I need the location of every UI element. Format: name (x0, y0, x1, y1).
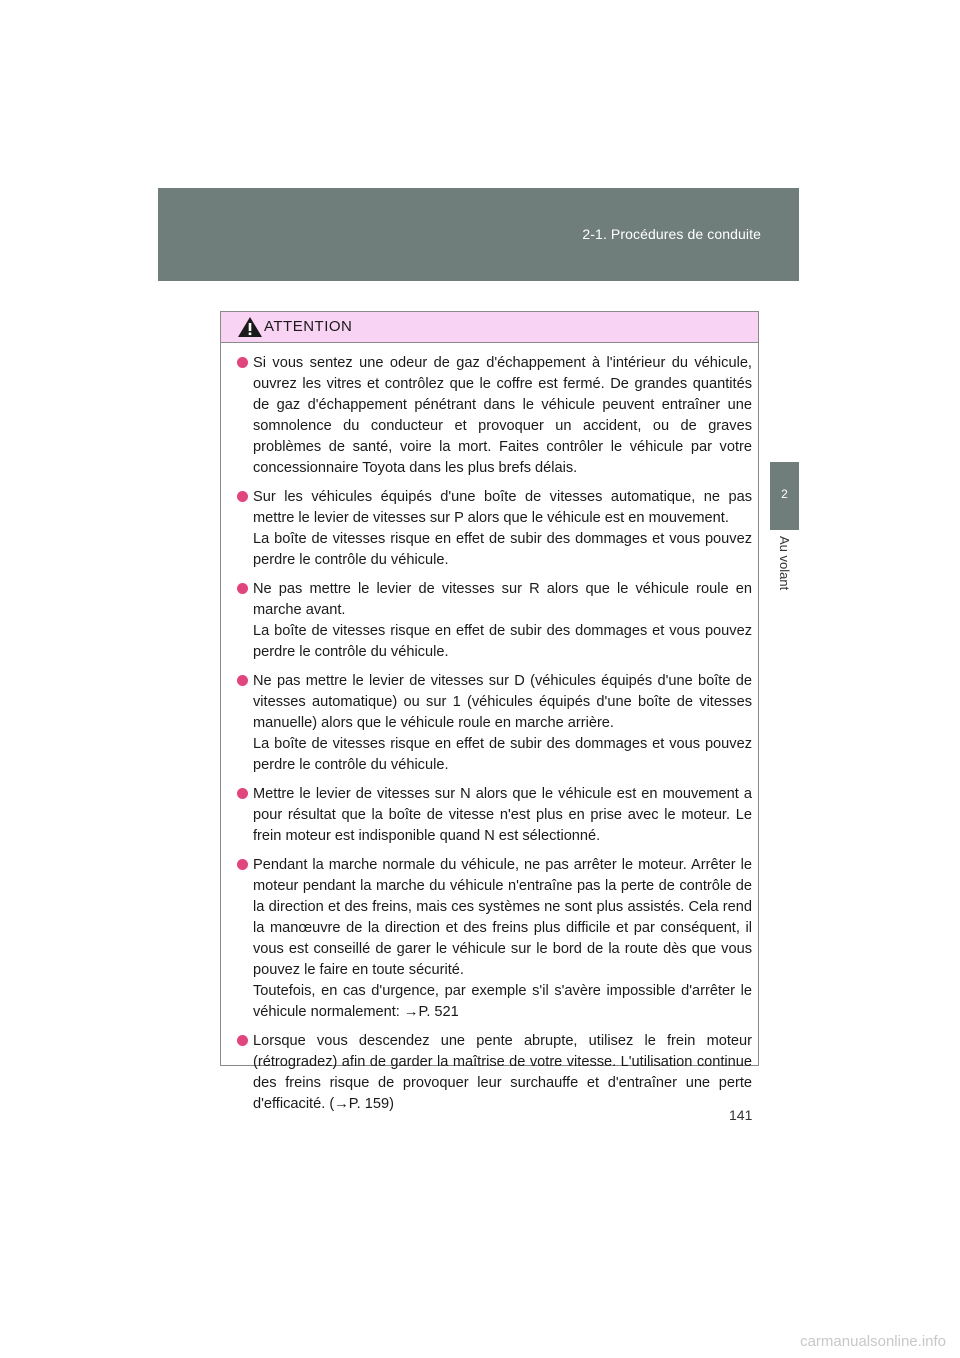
warning-item (237, 579, 752, 663)
warning-paragraph: La boîte de vitesses risque en effet de subir des dommages et vous pouvez perdre le contrôle du véhicule. (253, 736, 752, 773)
warning-paragraph: Lorsque vous descendez une pente abrupte, utilisez le frein moteur (rétrogradez) afin de garder la maîtrise de votre vitesse. L'utilisation continue des freins risque de provoquer leur surchauffe et d'entraîner une perte d'efficacité. (→P. 159) (253, 1033, 752, 1112)
warning-paragraph: Pendant la marche normale du véhicule, ne pas arrêter le moteur. Arrêter le moteur pendant la marche du véhicule n'entraîne pas la perte de contrôle de la direction et des freins, mais ces systèmes ne sont plus assistés. Cela rend la manœuvre de la direction et des freins plus difficile et par conséquent, il vous est conseillé de garer le véhicule sur le bord de la route dès que vous pouvez le faire en toute sécurité. (253, 857, 752, 978)
bullet-icon (237, 357, 248, 368)
warning-paragraph: Ne pas mettre le levier de vitesses sur D (véhicules équipés d'une boîte de vitesses automatique) ou sur 1 (véhicules équipés d'une boîte de vitesses manuelle) alors que le véhicule roule en marche arrière. (253, 673, 752, 731)
chapter-label-container (770, 532, 799, 612)
warning-title: ATTENTION (264, 318, 353, 335)
chapter-number: 2 (781, 487, 788, 501)
chapter-label: Au volant (777, 536, 792, 591)
warning-item (237, 671, 752, 776)
warning-item (237, 784, 752, 847)
warning-paragraph: Ne pas mettre le levier de vitesses sur R alors que le véhicule roule en marche avant. (253, 581, 752, 618)
warning-paragraph: Si vous sentez une odeur de gaz d'échappement à l'intérieur du véhicule, ouvrez les vitres et contrôlez que le coffre est fermé. De grandes quantités de gaz d'échappement pénétrant dans le véhicule peuvent entraîner une somnolence du conducteur et provoquer un accident, ou de graves problèmes de santé, voire la mort. Faites contrôler le véhicule par votre concessionnaire Toyota dans les plus brefs délais. (253, 355, 752, 476)
warning-box (220, 311, 759, 1112)
warning-items (221, 343, 758, 1115)
bullet-icon (237, 675, 248, 686)
warning-paragraph: Sur les véhicules équipés d'une boîte de vitesses automatique, ne pas mettre le levier de vitesses sur P alors que le véhicule est en mouvement. (253, 489, 752, 526)
warning-item (237, 487, 752, 571)
bullet-icon (237, 859, 248, 870)
chapter-tab (770, 462, 799, 530)
warning-paragraph: Toutefois, en cas d'urgence, par exemple s'il s'avère impossible d'arrêter le véhicule normalement: →P. 521 (253, 983, 752, 1020)
bullet-icon (237, 1035, 248, 1046)
warning-item (237, 1031, 752, 1115)
bullet-icon (237, 583, 248, 594)
warning-header (221, 312, 758, 343)
watermark: carmanualsonline.info (800, 1333, 946, 1350)
header-band (158, 188, 799, 281)
warning-paragraph: Mettre le levier de vitesses sur N alors que le véhicule est en mouvement a pour résultat que la boîte de vitesse n'est plus en prise avec le moteur. Le frein moteur est indisponible quand N est sélectionné. (253, 786, 752, 844)
warning-item (237, 855, 752, 1023)
warning-triangle-icon (237, 316, 263, 338)
warning-paragraph: La boîte de vitesses risque en effet de subir des dommages et vous pouvez perdre le contrôle du véhicule. (253, 623, 752, 660)
page-number: 141 (729, 1107, 753, 1123)
warning-paragraph: La boîte de vitesses risque en effet de subir des dommages et vous pouvez perdre le contrôle du véhicule. (253, 531, 752, 568)
warning-item (237, 353, 752, 479)
bullet-icon (237, 788, 248, 799)
bullet-icon (237, 491, 248, 502)
section-title: 2-1. Procédures de conduite (582, 226, 761, 242)
